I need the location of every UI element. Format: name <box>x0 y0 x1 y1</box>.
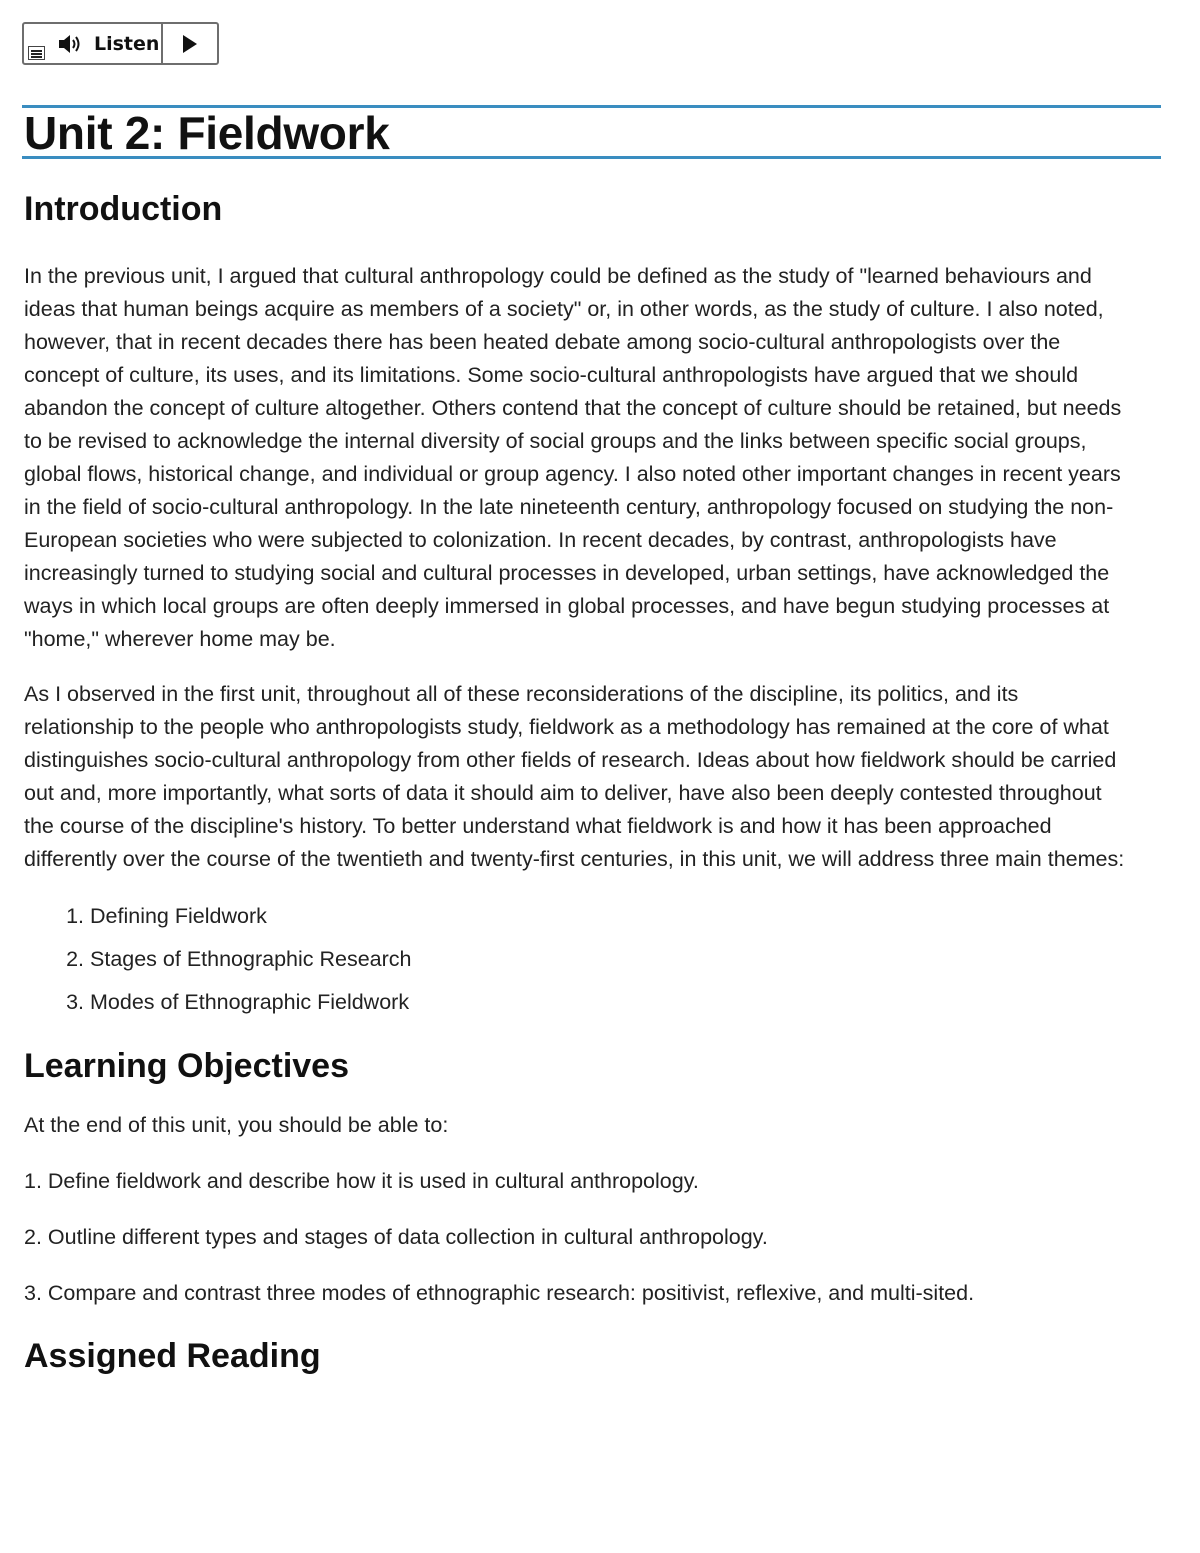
objective-item: 2. Outline different types and stages of data collection in cultural anthropology. <box>24 1225 768 1249</box>
listen-toolbar <box>22 22 219 65</box>
listen-button[interactable] <box>24 24 163 63</box>
main-content <box>24 186 1134 1379</box>
speaker-icon <box>58 34 84 54</box>
menu-icon[interactable] <box>28 46 45 60</box>
page-title: Unit 2: Fieldwork <box>24 107 390 159</box>
objective-item: 1. Define fieldwork and describe how it is used in cultural anthropology. <box>24 1169 699 1193</box>
objective-item: 3. Compare and contrast three modes of ethnographic research: positivist, reflexive, and multi-sited. <box>24 1281 975 1305</box>
objectives-lead: At the end of this unit, you should be able to: <box>24 1113 449 1137</box>
intro-paragraph-1: In the previous unit, I argued that cultural anthropology could be defined as the study of "learned behaviours and ideas that human beings acquire as members of a society" or, in other words, as the study of culture. I also noted, however, that in recent decades there has been heated debate among socio-cultural anthropologists over the concept of culture, its uses, and its limitations. Some socio-cultural anthropologists have argued that we should abandon the concept of culture altogether. Others contend that the concept of culture should be retained, but needs to be revised to acknowledge the internal diversity of social groups and the links between specific social groups, global flows, historical change, and individual or group agency. I also noted other important changes in recent years in the field of socio-cultural anthropology. In the late nineteenth century, anthropology focused on studying the non-European societies who were subjected to colonization. In recent decades, by contrast, anthropologists have increasingly turned to studying social and cultural processes in developed, urban settings, have acknowledged the ways in which local groups are often deeply immersed in global processes, and have begun studying processes at "home," wherever home may be. <box>24 264 1122 651</box>
themes-list <box>24 900 1134 1019</box>
listen-label: Listen <box>94 33 160 55</box>
list-item: 1. Defining Fieldwork <box>90 900 1134 933</box>
page-title-bar <box>22 105 1161 159</box>
play-icon <box>183 35 197 53</box>
play-button[interactable] <box>163 24 217 63</box>
introduction-heading: Introduction <box>24 190 223 228</box>
list-item: 2. Stages of Ethnographic Research <box>90 943 1134 976</box>
learning-objectives-heading: Learning Objectives <box>24 1047 349 1085</box>
list-item: 3. Modes of Ethnographic Fieldwork <box>90 986 1134 1019</box>
intro-paragraph-2: As I observed in the first unit, throughout all of these reconsiderations of the discipline, its politics, and its relationship to the people who anthropologists study, fieldwork as a methodology has remained at the core of what distinguishes socio-cultural anthropology from other fields of research. Ideas about how fieldwork should be carried out and, more importantly, what sorts of data it should aim to deliver, have also been deeply contested throughout the course of the discipline's history. To better understand what fieldwork is and how it has been approached differently over the course of the twentieth and twenty-first centuries, in this unit, we will address three main themes: <box>24 682 1125 871</box>
assigned-reading-heading: Assigned Reading <box>24 1337 321 1375</box>
